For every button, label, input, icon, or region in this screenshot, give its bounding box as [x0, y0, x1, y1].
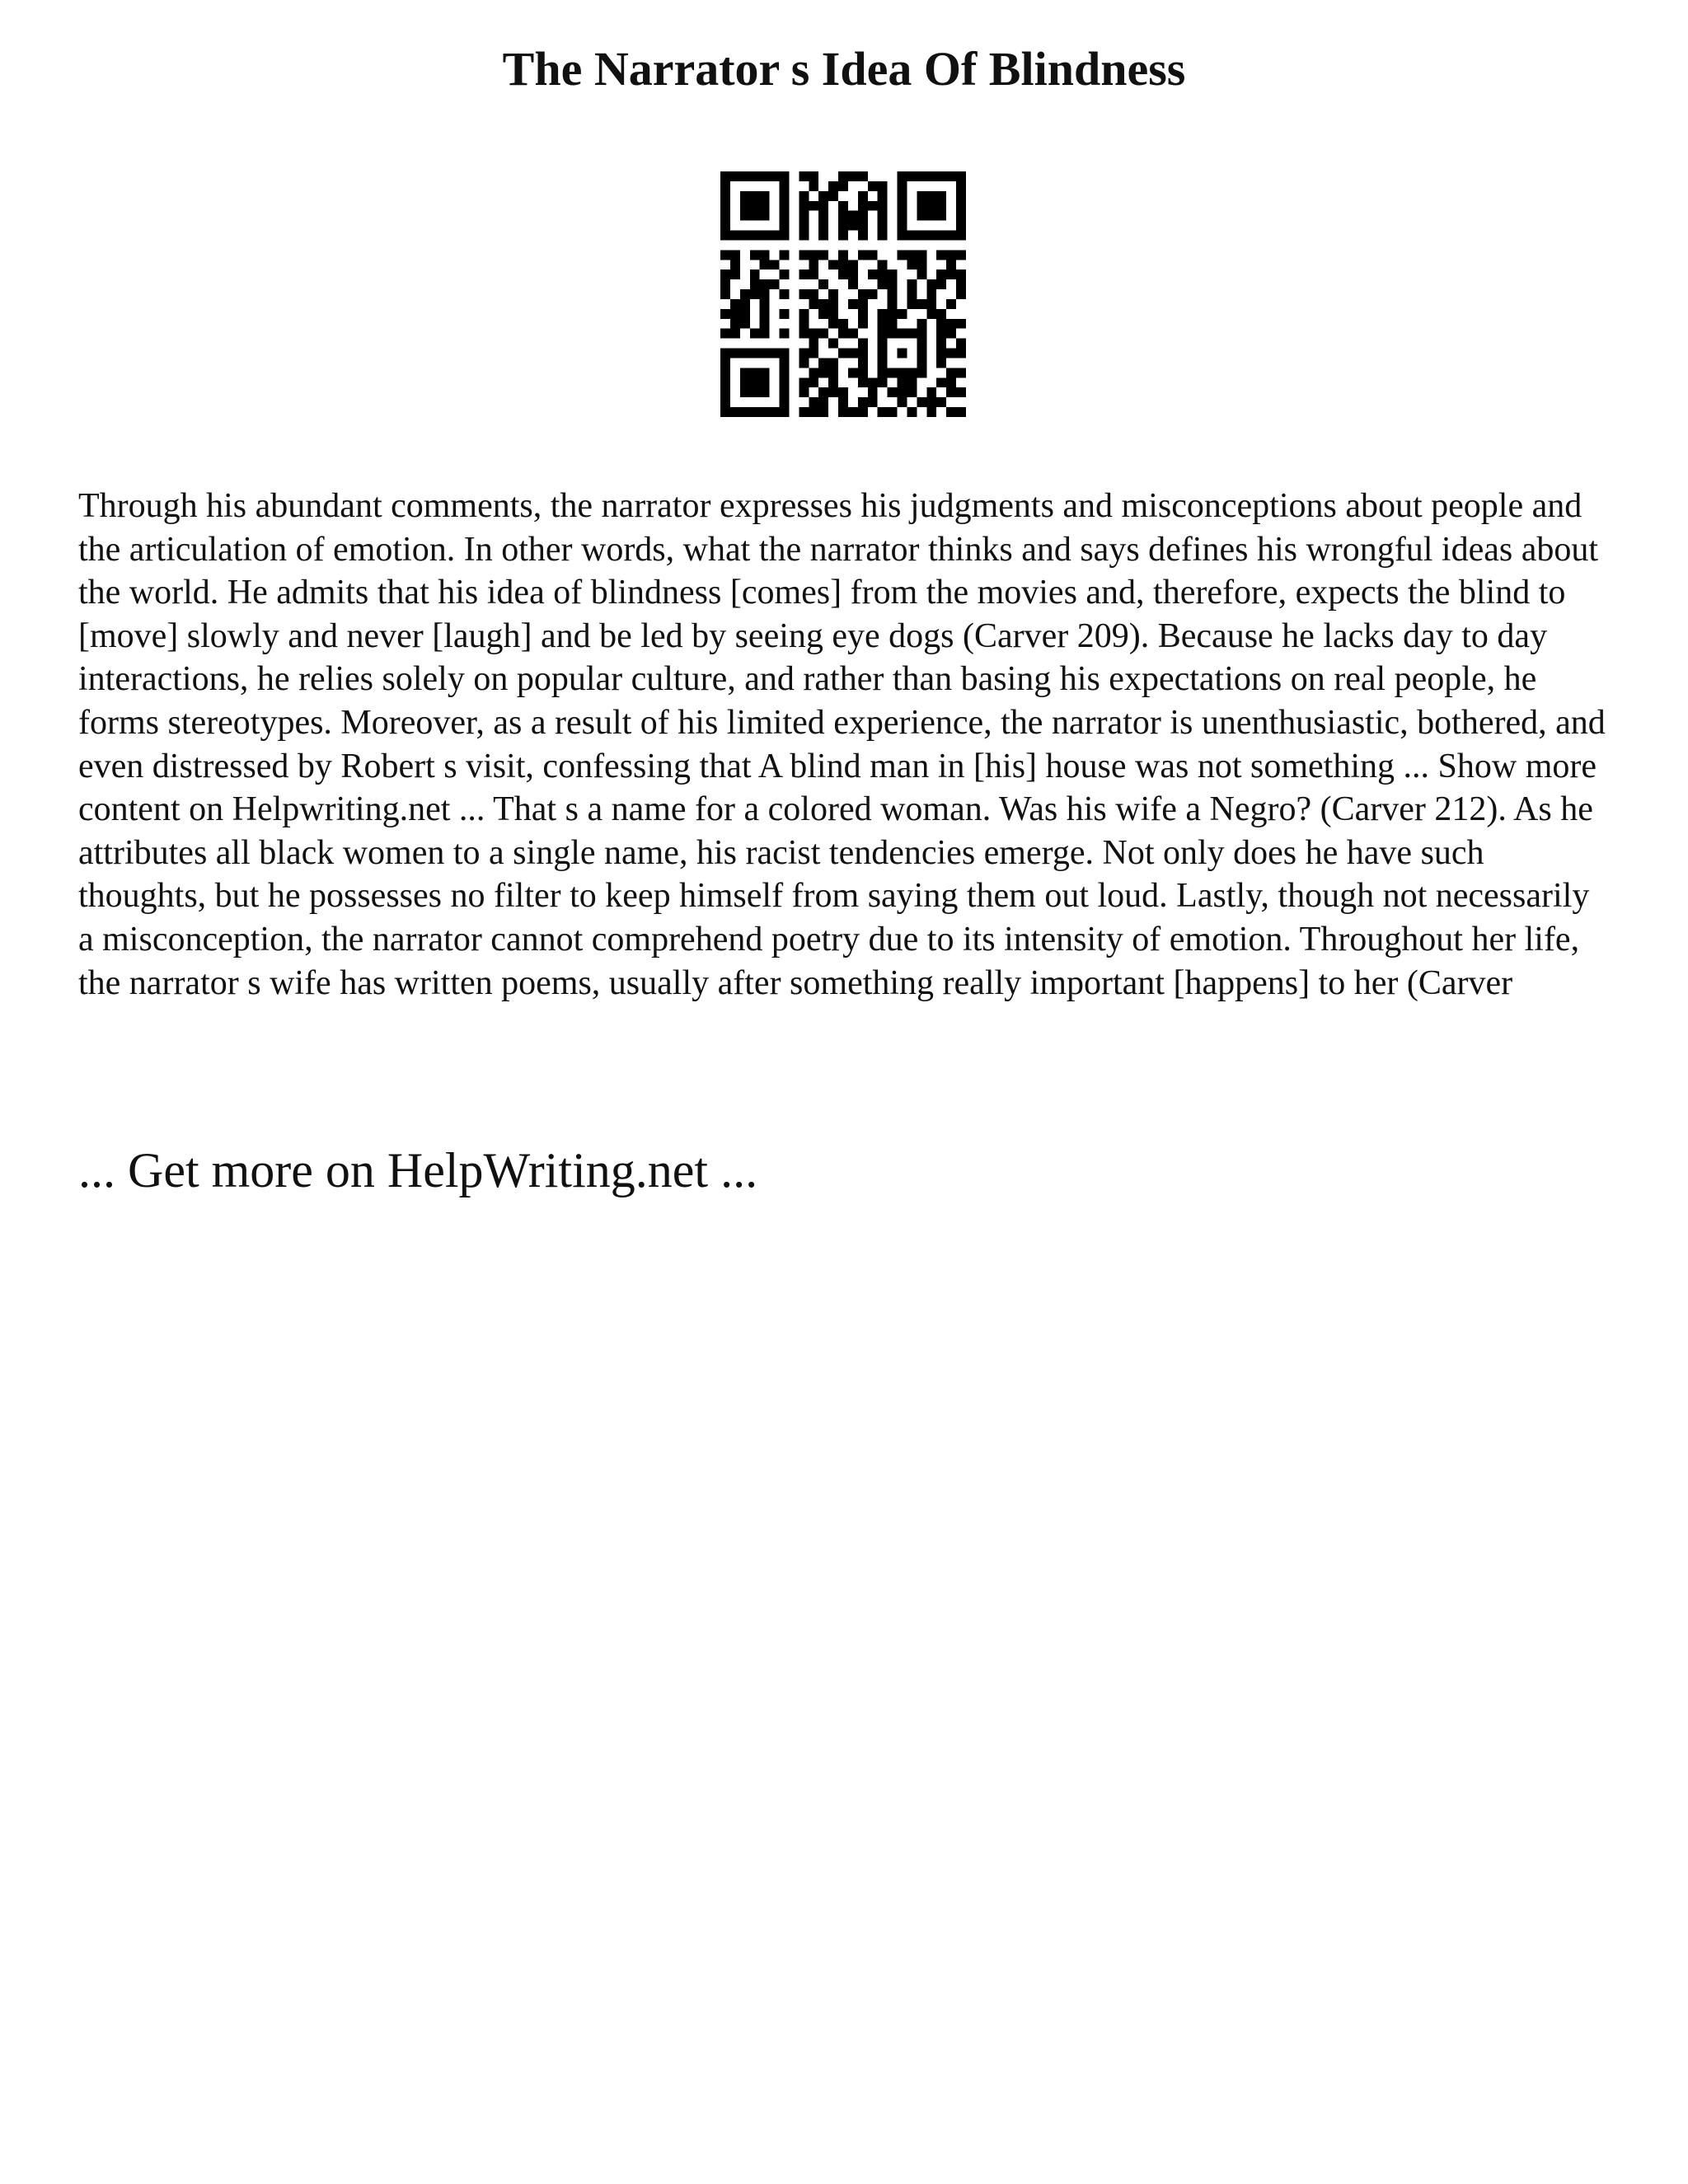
article-body: Through his abundant comments, the narrator expresses his judgments and misconceptions about people and the articulation of emotion. In other words, what the narrator thinks and says defines his wrongful ideas about the world. He admits that his idea of blindness [comes] from the movies and, therefore, expects the blind to [move] slowly and never [laugh] and be led by seeing eye dogs (Carver 209). Because he lacks day to day interactions, he relies solely on popular culture, and rather than basing his expectations on real people, he forms stereotypes. Moreover, as a result of his limited experience, the narrator is unenthusiastic, bothered, and even distressed by Robert s visit, confessing that A blind man in [his] house was not something ... Show more content on Helpwriting.net ... That s a name for a colored woman. Was his wife a Negro? (Carver 212). As he attributes all black women to a single name, his racist tendencies emerge. Not only does he have such thoughts, but he possesses no filter to keep himself from saying them out loud. Lastly, though not necessarily a misconception, the narrator cannot comprehend poetry due to its intensity of emotion. Throughout her life, the narrator s wife has written poems, usually after something really important [happens] to her (Carver [78, 487, 1606, 1002]
qr-code-graphic [720, 171, 966, 417]
qr-code-icon [720, 171, 966, 417]
page-title: The Narrator s Idea Of Blindness [502, 42, 1186, 96]
get-more-link[interactable]: ... Get more on HelpWriting.net ... [78, 1143, 758, 1197]
